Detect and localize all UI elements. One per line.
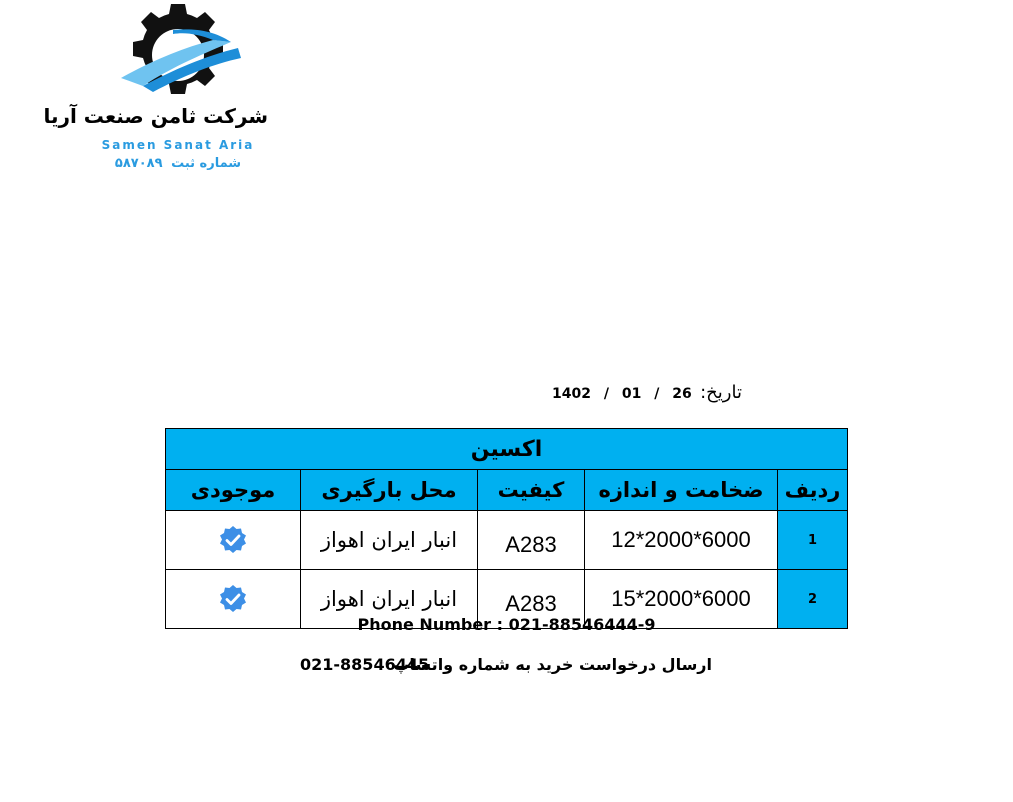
stock-cell (166, 511, 301, 570)
date-row (548, 382, 748, 408)
header-row: ردیف (778, 470, 848, 511)
date-year: 1402 (552, 386, 591, 402)
verified-check-icon (218, 584, 248, 614)
gear-book-icon (113, 0, 243, 110)
place-cell: انبار ایران اهواز (301, 570, 478, 629)
date-separator: / (654, 386, 660, 402)
grade-cell: A283 (478, 570, 585, 629)
registration-number: ۵۸۷۰۸۹ (114, 156, 163, 171)
header-stock: موجودی (166, 470, 301, 511)
company-name-en: Samen Sanat Aria (101, 138, 255, 152)
header-size: ضخامت و اندازه (585, 470, 778, 511)
size-cell: 15*2000*6000 (585, 570, 778, 629)
header-grade: کیفیت (478, 470, 585, 511)
whatsapp-text: ارسال درخواست خرید به شماره واتساپ (393, 655, 712, 674)
company-logo (43, 0, 268, 175)
table-title: اکسین (166, 429, 848, 470)
row-number-cell: 1 (778, 511, 848, 570)
place-cell: انبار ایران اهواز (301, 511, 478, 570)
header-place: محل بارگیری (301, 470, 478, 511)
date-day: 26 (672, 386, 692, 402)
table-row (166, 511, 848, 570)
phone-number: Phone Number : 021-88546444-9 (357, 615, 656, 634)
row-number-cell: 2 (778, 570, 848, 629)
grade-cell: A283 (478, 511, 585, 570)
date-separator: / (603, 386, 609, 402)
whatsapp-line (300, 655, 712, 679)
company-name-fa: شرکت ثامن صنعت آریا (43, 104, 268, 128)
date-month: 01 (621, 386, 642, 402)
date-value (552, 386, 692, 402)
registration-label: شماره ثبت (171, 156, 242, 171)
whatsapp-number: 021-88546445 (300, 655, 430, 674)
product-table (165, 428, 848, 629)
registration-line (88, 156, 268, 171)
size-cell: 12*2000*6000 (585, 511, 778, 570)
verified-check-icon (218, 525, 248, 555)
date-label: تاریخ: (700, 382, 742, 403)
